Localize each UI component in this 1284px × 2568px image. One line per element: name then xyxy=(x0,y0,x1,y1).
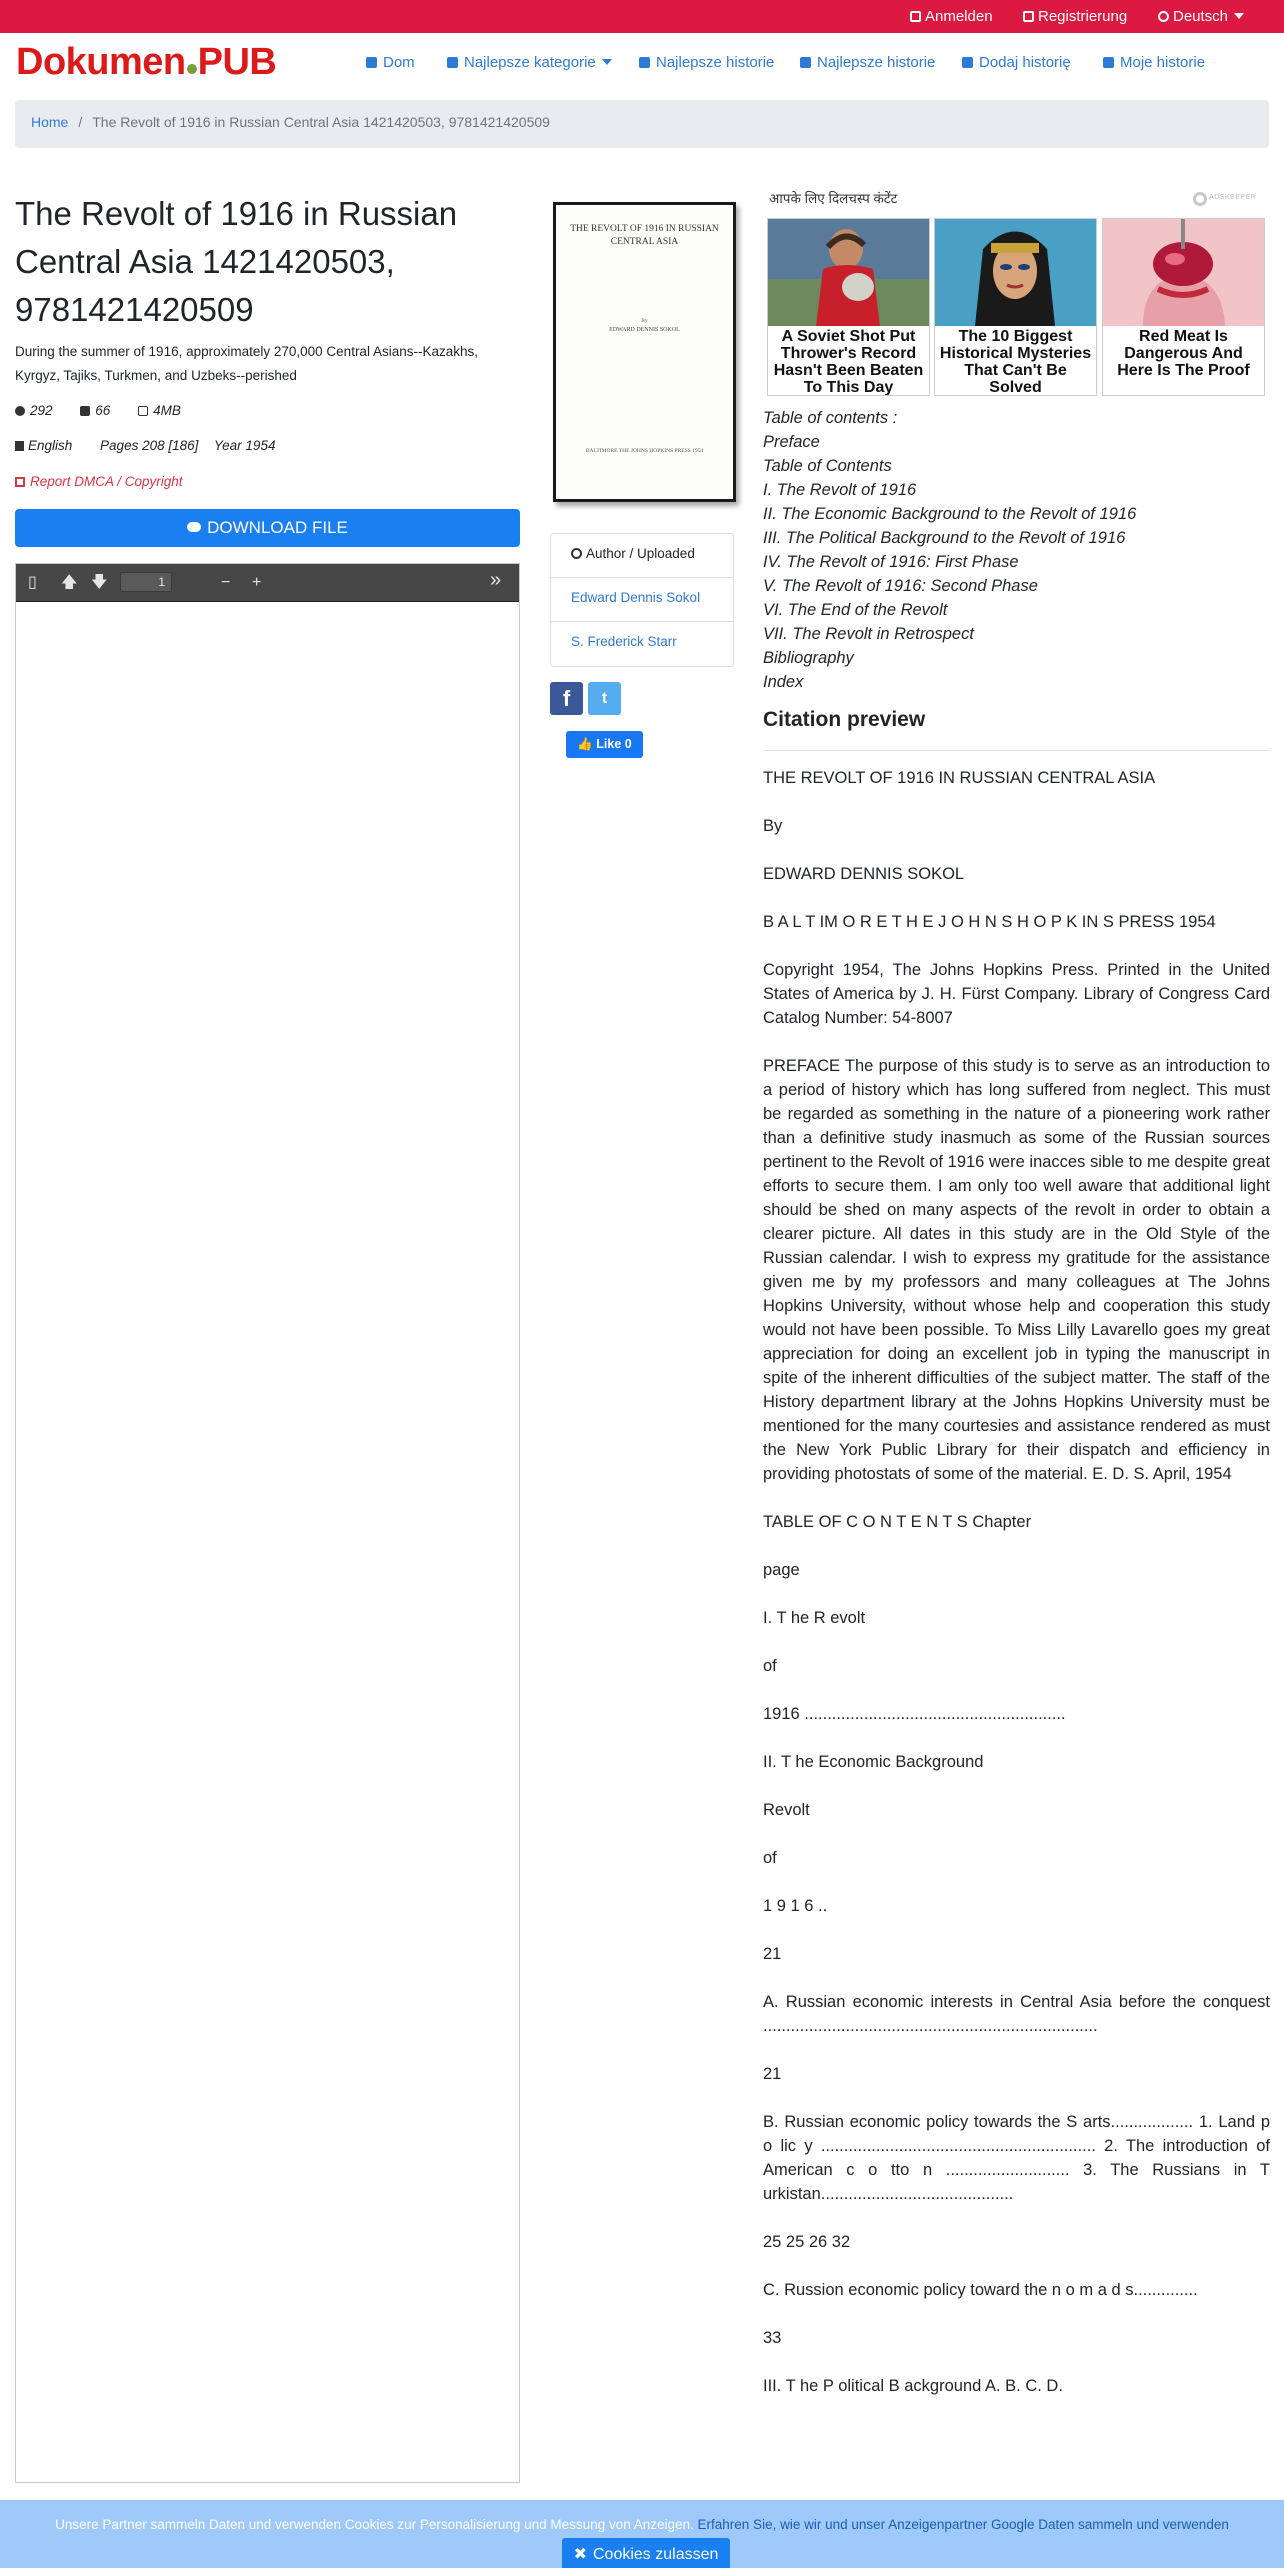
citation-paragraph: 1 9 1 6 .. xyxy=(763,1897,828,1915)
book-stats xyxy=(15,403,205,418)
table-of-contents xyxy=(763,406,1136,694)
flag-icon xyxy=(15,477,25,487)
eye-icon xyxy=(15,406,25,416)
pdf-viewer xyxy=(15,563,520,2483)
cover-publisher: BALTIMORE THE JOHNS HOPKINS PRESS 1954 xyxy=(585,448,704,454)
sign-in-icon xyxy=(910,11,921,22)
cookie-info-link[interactable]: Erfahren Sie, wie wir und unser Anzeigenpartner Google Daten sammeln und verwenden xyxy=(697,2517,1229,2532)
toc-item: III. The Political Background to the Revolt of 1916 xyxy=(763,529,1126,547)
cloud-download-icon xyxy=(187,522,201,532)
book-cover xyxy=(553,202,736,502)
previous-page-icon[interactable]: 🡅 xyxy=(61,574,78,591)
downloads-stat: 66 xyxy=(80,403,122,418)
author-list xyxy=(550,533,734,667)
divider xyxy=(763,750,1270,751)
citation-paragraph: of xyxy=(763,1849,777,1867)
author-link[interactable]: S. Frederick Starr xyxy=(571,634,677,649)
toc-item: II. The Economic Background to the Revolt of 1916 xyxy=(763,505,1137,523)
toc-item: Preface xyxy=(763,433,820,451)
year-meta: Year 1954 xyxy=(213,438,276,453)
ad-image-cleopatra xyxy=(935,219,1096,326)
file-icon xyxy=(1103,57,1114,68)
book-meta xyxy=(15,438,287,453)
facebook-share-button[interactable]: f xyxy=(550,682,583,715)
file-icon xyxy=(138,406,148,416)
toc-item: Bibliography xyxy=(763,649,854,667)
citation-paragraph: B A L T IM O R E T H E J O H N S H O P K IN S PRESS 1954 xyxy=(763,913,1216,931)
breadcrumb xyxy=(15,100,1269,148)
ad-card[interactable] xyxy=(767,218,930,396)
site-logo[interactable]: Dokumen PUB xyxy=(16,41,277,83)
pdf-toolbar xyxy=(16,564,519,602)
author-item xyxy=(551,578,733,622)
facebook-like-button[interactable]: 👍 Like 0 xyxy=(566,731,643,758)
author-item xyxy=(551,622,733,666)
citation-preview-heading: Citation preview xyxy=(763,708,926,731)
cover-title: THE REVOLT OF 1916 IN RUSSIAN CENTRAL ASIA xyxy=(570,224,719,247)
toc-item: Index xyxy=(763,673,804,691)
cookie-banner xyxy=(0,2500,1284,2568)
ad-caption: Red Meat Is Dangerous And Here Is The Proof xyxy=(1117,328,1250,379)
sidebar-toggle-icon[interactable]: ▯ xyxy=(28,574,37,591)
adskeeper-badge[interactable]: ADSKEEPER xyxy=(1193,192,1267,206)
toc-item: VII. The Revolt in Retrospect xyxy=(763,625,974,643)
views-stat: 292 xyxy=(15,403,65,418)
next-page-icon[interactable]: 🡇 xyxy=(91,574,108,591)
citation-paragraph: TABLE OF C O N T E N T S Chapter xyxy=(763,1513,1032,1531)
citation-paragraph: III. T he P olitical B ackground A. B. C. D. xyxy=(763,2377,1063,2395)
citation-paragraph: 21 xyxy=(763,1945,782,1963)
citation-paragraph: A. Russian economic interests in Central Asia before the conquest ......................................................................... xyxy=(763,1993,1270,2035)
pages-meta: Pages 208 [186] xyxy=(100,438,199,453)
citation-paragraph: page xyxy=(763,1561,800,1579)
nav-add-story[interactable]: Dodaj historię xyxy=(962,54,1071,71)
citation-paragraph: Revolt xyxy=(763,1801,810,1819)
report-dmca-link[interactable]: Report DMCA / Copyright xyxy=(15,474,183,489)
allow-cookies-button[interactable]: ✖ Cookies zulassen xyxy=(562,2538,731,2568)
breadcrumb-home[interactable]: Home xyxy=(31,114,69,130)
thumbs-up-icon: 👍 xyxy=(577,737,597,751)
login-link[interactable]: Anmelden xyxy=(910,8,993,25)
toc-item: Table of contents : xyxy=(763,409,898,427)
twitter-share-button[interactable]: t xyxy=(588,682,621,715)
caret-down-icon xyxy=(1234,13,1244,19)
citation-paragraph: 25 25 26 32 xyxy=(763,2233,851,2251)
language-icon xyxy=(15,441,24,451)
list-icon xyxy=(447,57,458,68)
paper-plane-icon xyxy=(639,57,650,68)
toc-item: Table of Contents xyxy=(763,457,892,475)
download-file-button[interactable]: DOWNLOAD FILE xyxy=(15,509,520,547)
register-link[interactable]: Registrierung xyxy=(1023,8,1127,25)
download-icon xyxy=(80,406,90,416)
citation-paragraph: By xyxy=(763,817,783,835)
citation-paragraph: PREFACE The purpose of this study is to serve as an introduction to a period of history which has long suffered from neglect. This must be regarded as something in the nature of a pioneering work rather than a definitive study inasmuch as some of the Russian sources pertinent to the Revolt of 1916 were inacces sible to me despite great efforts to secure them. I am only too well aware that additional light should be shed on many aspects of the revolt in order to obtain a clearer picture. All dates in this study are in the Old Style of the Russian calendar. I wish to express my gratitude for the assistance given me by my professors and many colleagues at The Johns Hopkins University, without whose help and cooperation this study would not have been possible. To Miss Lilly Lavarello goes my great appreciation for doing an excellent job in typing the manuscript in spite of the inherent difficulties of the subject matter. The staff of the History department library at the Johns Hopkins University must be mentioned for the many courtesies and assistance rendered as must the New York Public Library for their dispatch and efficiency in providing photostats of some of the material. E. D. S. April, 1954 xyxy=(763,1057,1270,1483)
toc-item: IV. The Revolt of 1916: First Phase xyxy=(763,553,1019,571)
ad-caption: The 10 Biggest Historical Mysteries That Can't Be Solved xyxy=(939,328,1092,396)
ad-card[interactable] xyxy=(934,218,1097,396)
ad-card[interactable] xyxy=(1102,218,1265,396)
close-icon: ✖ xyxy=(573,2546,587,2563)
citation-paragraph: Copyright 1954, The Johns Hopkins Press. Printed in the United States of America by J. H. Fürst Company. Library of Congress Card Catalog Number: 54-8007 xyxy=(763,961,1270,1027)
toc-item: VI. The End of the Revolt xyxy=(763,601,948,619)
cover-by: By xyxy=(641,318,648,324)
citation-paragraph: EDWARD DENNIS SOKOL xyxy=(763,865,965,883)
citation-paragraph: THE REVOLT OF 1916 IN RUSSIAN CENTRAL ASIA xyxy=(763,769,1156,787)
breadcrumb-separator: / xyxy=(78,114,83,130)
ad-caption: A Soviet Shot Put Thrower's Record Hasn't Been Beaten To This Day xyxy=(773,328,924,396)
citation-text xyxy=(763,766,1270,2422)
cloud-upload-icon xyxy=(962,57,973,68)
tools-menu-icon[interactable]: » xyxy=(490,569,502,591)
nav-top-stories[interactable]: Najlepsze historie xyxy=(639,54,774,71)
citation-paragraph: II. T he Economic Background xyxy=(763,1753,984,1771)
page-number-input[interactable]: 1 xyxy=(120,572,172,592)
cookie-text: Unsere Partner sammeln Daten und verwenden Cookies zur Personalisierung und Messung von Anzeigen. Erfahren Sie, wie wir und unser Anzeigenpartner Google Daten sammeln und verwenden ✖ Cookies zulassen xyxy=(0,2511,1284,2568)
ad-image-meat xyxy=(1103,219,1264,326)
globe-icon xyxy=(1158,11,1169,22)
language-dropdown[interactable]: Deutsch xyxy=(1158,8,1244,25)
nav-best-stories[interactable]: Najlepsze historie xyxy=(800,54,935,71)
top-bar xyxy=(0,0,1284,33)
zoom-out-button[interactable]: − xyxy=(221,574,231,591)
toc-item: V. The Revolt of 1916: Second Phase xyxy=(763,577,1038,595)
toc-item: I. The Revolt of 1916 xyxy=(763,481,917,499)
nav-categories[interactable]: Najlepsze kategorie xyxy=(447,54,612,71)
citation-paragraph: 33 xyxy=(763,2329,782,2347)
citation-paragraph: I. T he R evolt xyxy=(763,1609,866,1627)
caret-down-icon xyxy=(602,59,612,65)
citation-paragraph: of xyxy=(763,1657,777,1675)
ad-image-athlete xyxy=(768,219,929,326)
edit-icon xyxy=(1023,11,1034,22)
author-header: Author / Uploaded xyxy=(551,534,733,578)
zoom-in-button[interactable]: + xyxy=(252,574,262,591)
ad-title: आपके लिए दिलचस्प कंटेंट xyxy=(769,191,898,206)
language-meta: English xyxy=(15,438,84,453)
citation-paragraph: B. Russian economic policy towards the S arts.................. 1. Land p o lic y ............................................................ 2. The introduction of American c o tto n ........................... 3. The Russians in T urkistan.......................................... xyxy=(763,2113,1270,2203)
user-circle-icon xyxy=(571,548,582,559)
size-stat: 4MB xyxy=(138,403,193,418)
nav-my-stories[interactable]: Moje historie xyxy=(1103,54,1205,71)
author-link[interactable]: Edward Dennis Sokol xyxy=(571,590,701,605)
paper-plane-icon xyxy=(800,57,811,68)
breadcrumb-current: The Revolt of 1916 in Russian Central Asia 1421420503, 9781421420509 xyxy=(92,114,550,130)
nav-home[interactable]: Dom xyxy=(366,54,415,71)
logo-dot-icon xyxy=(187,64,197,74)
citation-paragraph: 21 xyxy=(763,2065,782,2083)
page-title: The Revolt of 1916 in Russian Central Asia 1421420503, 9781421420509 xyxy=(15,195,458,328)
adskeeper-logo-icon xyxy=(1193,192,1207,206)
citation-paragraph: 1916 ......................................................... xyxy=(763,1705,1066,1723)
citation-paragraph: C. Russion economic policy toward the n o m a d s.............. xyxy=(763,2281,1198,2299)
home-icon xyxy=(366,57,377,68)
book-description: During the summer of 1916, approximately 270,000 Central Asians--Kazakhs, Kyrgyz, Tajiks, Turkmen, and Uzbeks--perished xyxy=(15,344,478,383)
cover-author: EDWARD DENNIS SOKOL xyxy=(609,327,680,333)
